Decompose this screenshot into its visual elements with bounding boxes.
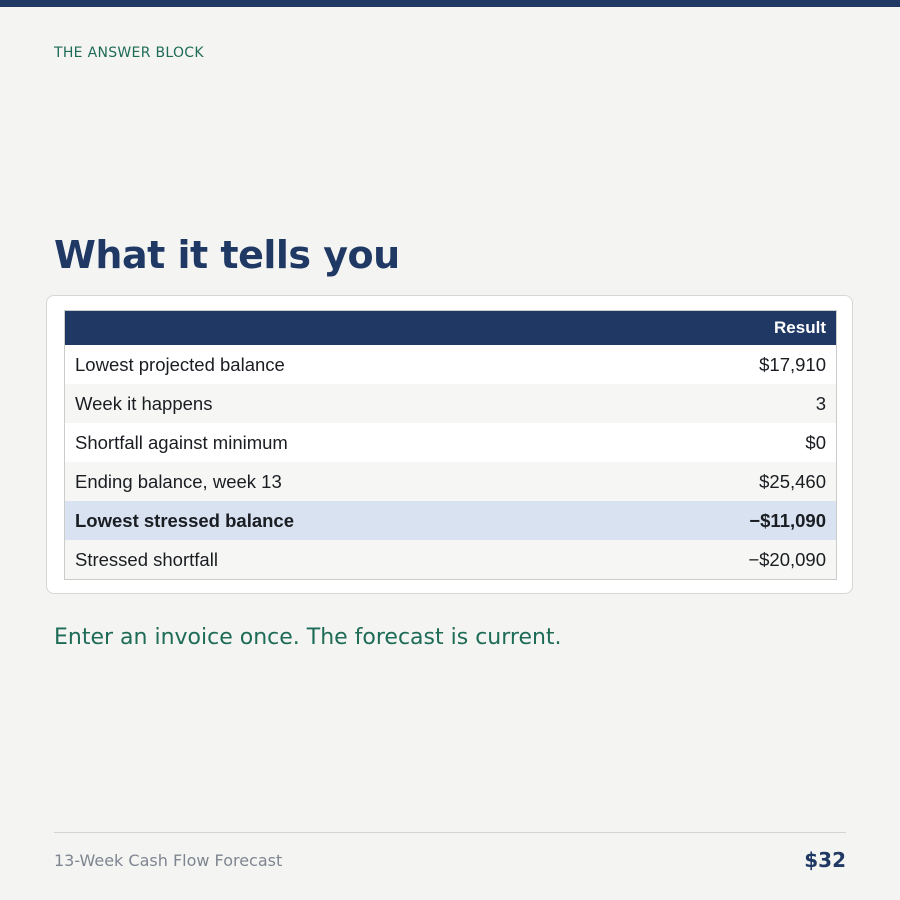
results-card	[46, 295, 853, 594]
results-table	[64, 310, 837, 580]
row-value: $25,460	[612, 462, 836, 501]
row-label: Lowest projected balance	[65, 345, 613, 384]
row-value: −$11,090	[612, 501, 836, 540]
table-row	[65, 345, 837, 384]
row-label: Lowest stressed balance	[65, 501, 613, 540]
row-value: −$20,090	[612, 540, 836, 580]
table-row	[65, 384, 837, 423]
top-accent-bar	[0, 0, 900, 7]
tagline: Enter an invoice once. The forecast is current.	[54, 625, 562, 650]
eyebrow-label: THE ANSWER BLOCK	[54, 45, 204, 61]
table-row	[65, 540, 837, 580]
table-row	[65, 462, 837, 501]
row-value: 3	[612, 384, 836, 423]
footer-product-name: 13-Week Cash Flow Forecast	[54, 851, 283, 870]
row-label: Stressed shortfall	[65, 540, 613, 580]
row-value: $0	[612, 423, 836, 462]
row-value: $17,910	[612, 345, 836, 384]
row-label: Shortfall against minimum	[65, 423, 613, 462]
table-header-row	[65, 311, 837, 346]
footer-price: $32	[804, 848, 846, 872]
footer-divider	[54, 832, 846, 833]
column-header-result: Result	[612, 311, 836, 346]
row-label: Ending balance, week 13	[65, 462, 613, 501]
table-row-highlighted	[65, 501, 837, 540]
table-row	[65, 423, 837, 462]
row-label: Week it happens	[65, 384, 613, 423]
column-header-label	[65, 311, 613, 346]
page-title: What it tells you	[54, 233, 400, 277]
